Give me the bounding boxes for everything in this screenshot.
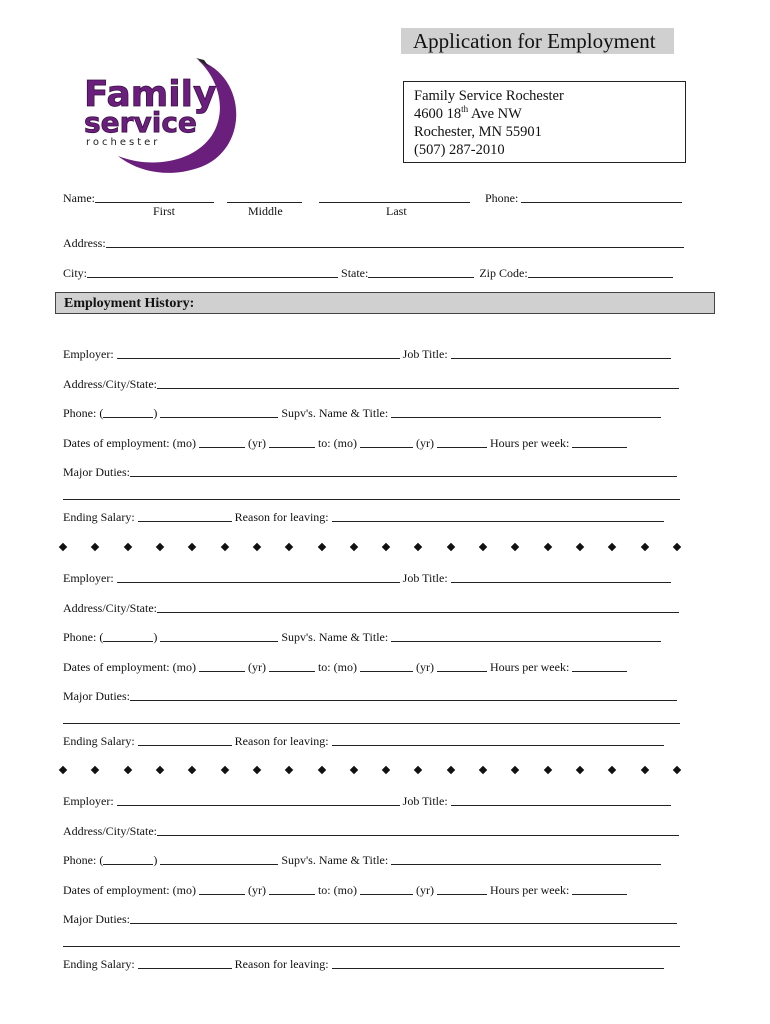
start-year-field[interactable] xyxy=(269,435,315,448)
end-month-field[interactable] xyxy=(360,435,413,448)
employer-row xyxy=(63,345,671,362)
reason-label: Reason for leaving: xyxy=(234,734,329,748)
employer-phone-row xyxy=(63,404,661,421)
org-street: 4600 18th Ave NW xyxy=(414,104,522,122)
job-title-label: Job Title: xyxy=(402,794,448,808)
diamond-bullet xyxy=(350,766,358,774)
major-duties-line-2[interactable] xyxy=(63,946,680,947)
reason-label: Reason for leaving: xyxy=(234,510,329,524)
phone-label: Phone: xyxy=(485,191,519,205)
supervisor-field[interactable] xyxy=(391,852,661,865)
diamond-bullet xyxy=(123,543,131,551)
reason-field[interactable] xyxy=(332,733,664,746)
dates-label: Dates of employment: (mo) xyxy=(63,436,196,450)
diamond-bullet xyxy=(673,543,681,551)
diamond-bullet xyxy=(511,766,519,774)
to-month-label: to: (mo) xyxy=(317,660,357,674)
diamond-bullet xyxy=(220,543,228,551)
supervisor-field[interactable] xyxy=(391,629,661,642)
state-field[interactable] xyxy=(368,265,474,278)
area-code-field[interactable] xyxy=(103,852,153,865)
reason-label: Reason for leaving: xyxy=(234,957,329,971)
employer-field[interactable] xyxy=(117,346,400,359)
phone-paren: ) xyxy=(153,853,158,867)
address-city-state-label: Address/City/State: xyxy=(63,377,157,391)
employer-label: Employer: xyxy=(63,794,114,808)
diamond-bullet xyxy=(608,543,616,551)
diamond-bullet xyxy=(511,543,519,551)
first-caption: First xyxy=(153,204,176,218)
start-month-field[interactable] xyxy=(199,882,245,895)
job-title-field[interactable] xyxy=(451,570,671,583)
ending-salary-field[interactable] xyxy=(138,956,232,969)
phone-paren: ) xyxy=(153,630,158,644)
diamond-bullet xyxy=(673,766,681,774)
employer-address-row xyxy=(63,599,679,616)
phone-field[interactable] xyxy=(521,190,682,203)
major-duties-line-2[interactable] xyxy=(63,499,680,500)
area-code-field[interactable] xyxy=(103,629,153,642)
reason-field[interactable] xyxy=(332,956,664,969)
hours-label: Hours per week: xyxy=(489,883,570,897)
employer-phone-row xyxy=(63,628,661,645)
logo-word-family: Family xyxy=(84,74,217,115)
employer-address-field[interactable] xyxy=(157,600,679,613)
city-field[interactable] xyxy=(87,265,338,278)
org-name: Family Service Rochester xyxy=(414,88,564,104)
supervisor-label: Supv's. Name & Title: xyxy=(281,406,389,420)
diamond-bullet xyxy=(220,766,228,774)
diamond-bullet xyxy=(382,766,390,774)
diamond-bullet xyxy=(543,543,551,551)
hours-field[interactable] xyxy=(572,882,627,895)
diamond-bullet xyxy=(59,543,67,551)
diamond-bullet xyxy=(543,766,551,774)
name-label: Name: xyxy=(63,191,95,205)
diamond-bullet xyxy=(317,766,325,774)
employer-field[interactable] xyxy=(117,793,400,806)
diamond-bullet xyxy=(285,766,293,774)
major-duties-label: Major Duties: xyxy=(63,465,130,479)
phone-paren: ) xyxy=(153,406,158,420)
employer-phone-label: Phone: ( xyxy=(63,853,104,867)
zip-field[interactable] xyxy=(528,265,673,278)
major-duties-line-2[interactable] xyxy=(63,723,680,724)
state-label: State: xyxy=(341,266,369,280)
address-city-state-label: Address/City/State: xyxy=(63,824,157,838)
zip-label: Zip Code: xyxy=(479,266,528,280)
employer-label: Employer: xyxy=(63,347,114,361)
employer-phone-label: Phone: ( xyxy=(63,406,104,420)
diamond-bullet xyxy=(253,766,261,774)
diamond-bullet xyxy=(59,766,67,774)
last-caption: Last xyxy=(386,204,407,218)
start-year-label: (yr) xyxy=(247,883,266,897)
employer-address-row xyxy=(63,375,679,392)
major-duties-label: Major Duties: xyxy=(63,689,130,703)
diamond-bullet xyxy=(479,543,487,551)
supervisor-label: Supv's. Name & Title: xyxy=(281,853,389,867)
diamond-bullet xyxy=(156,766,164,774)
hours-label: Hours per week: xyxy=(489,436,570,450)
diamond-bullet xyxy=(576,543,584,551)
employment-dates-row xyxy=(63,881,627,898)
diamond-bullet xyxy=(317,543,325,551)
diamond-divider xyxy=(60,763,680,777)
diamond-bullet xyxy=(414,766,422,774)
major-duties-field[interactable] xyxy=(130,464,677,477)
dates-label: Dates of employment: (mo) xyxy=(63,883,196,897)
employer-phone-field[interactable] xyxy=(160,405,278,418)
ending-salary-label: Ending Salary: xyxy=(63,510,135,524)
end-month-field[interactable] xyxy=(360,882,413,895)
diamond-bullet xyxy=(91,766,99,774)
diamond-bullet xyxy=(640,543,648,551)
job-title-field[interactable] xyxy=(451,346,671,359)
start-year-label: (yr) xyxy=(247,436,266,450)
logo-word-rochester: rochester xyxy=(86,137,161,148)
employer-address-row xyxy=(63,822,679,839)
ending-salary-row xyxy=(63,955,664,972)
diamond-bullet xyxy=(447,543,455,551)
end-year-field[interactable] xyxy=(437,659,487,672)
hours-label: Hours per week: xyxy=(489,660,570,674)
employer-phone-field[interactable] xyxy=(160,852,278,865)
address-row xyxy=(63,234,684,251)
diamond-divider xyxy=(60,540,680,554)
hours-field[interactable] xyxy=(572,435,627,448)
ending-salary-row xyxy=(63,508,664,525)
middle-name-field[interactable] xyxy=(227,190,302,203)
end-year-label: (yr) xyxy=(415,436,434,450)
employer-row xyxy=(63,569,671,586)
last-name-field[interactable] xyxy=(319,190,470,203)
address-city-state-label: Address/City/State: xyxy=(63,601,157,615)
employment-dates-row xyxy=(63,434,627,451)
diamond-bullet xyxy=(285,543,293,551)
diamond-bullet xyxy=(123,766,131,774)
employer-phone-label: Phone: ( xyxy=(63,630,104,644)
major-duties-field[interactable] xyxy=(130,688,677,701)
address-field[interactable] xyxy=(106,235,684,248)
start-year-field[interactable] xyxy=(269,882,315,895)
diamond-bullet xyxy=(479,766,487,774)
start-month-field[interactable] xyxy=(199,435,245,448)
diamond-bullet xyxy=(414,543,422,551)
diamond-bullet xyxy=(576,766,584,774)
to-month-label: to: (mo) xyxy=(317,436,357,450)
diamond-bullet xyxy=(640,766,648,774)
employment-history-header: Employment History: xyxy=(55,292,715,314)
end-month-field[interactable] xyxy=(360,659,413,672)
diamond-bullet xyxy=(91,543,99,551)
logo-word-service: service xyxy=(84,106,197,139)
job-title-label: Job Title: xyxy=(402,347,448,361)
employer-row xyxy=(63,792,671,809)
area-code-field[interactable] xyxy=(103,405,153,418)
major-duties-label: Major Duties: xyxy=(63,912,130,926)
start-year-label: (yr) xyxy=(247,660,266,674)
employment-dates-row xyxy=(63,658,627,675)
end-year-field[interactable] xyxy=(437,435,487,448)
diamond-bullet xyxy=(188,766,196,774)
diamond-bullet xyxy=(350,543,358,551)
ending-salary-label: Ending Salary: xyxy=(63,957,135,971)
reason-field[interactable] xyxy=(332,509,664,522)
end-year-label: (yr) xyxy=(415,660,434,674)
end-year-label: (yr) xyxy=(415,883,434,897)
start-month-field[interactable] xyxy=(199,659,245,672)
city-label: City: xyxy=(63,266,88,280)
organization-address-box xyxy=(403,81,686,163)
employer-field[interactable] xyxy=(117,570,400,583)
diamond-bullet xyxy=(253,543,261,551)
job-title-label: Job Title: xyxy=(402,571,448,585)
ending-salary-label: Ending Salary: xyxy=(63,734,135,748)
ending-salary-row xyxy=(63,732,664,749)
address-label: Address: xyxy=(63,236,106,250)
diamond-bullet xyxy=(382,543,390,551)
ending-salary-field[interactable] xyxy=(138,509,232,522)
org-city: Rochester, MN 55901 xyxy=(414,124,542,140)
major-duties-row xyxy=(63,463,677,480)
diamond-bullet xyxy=(608,766,616,774)
employer-phone-row xyxy=(63,851,661,868)
org-phone: (507) 287-2010 xyxy=(414,142,505,158)
employer-address-field[interactable] xyxy=(157,376,679,389)
first-name-field[interactable] xyxy=(95,190,214,203)
supervisor-label: Supv's. Name & Title: xyxy=(281,630,389,644)
major-duties-row xyxy=(63,687,677,704)
hours-field[interactable] xyxy=(572,659,627,672)
employer-label: Employer: xyxy=(63,571,114,585)
diamond-bullet xyxy=(188,543,196,551)
dates-label: Dates of employment: (mo) xyxy=(63,660,196,674)
start-year-field[interactable] xyxy=(269,659,315,672)
ending-salary-field[interactable] xyxy=(138,733,232,746)
end-year-field[interactable] xyxy=(437,882,487,895)
family-service-logo xyxy=(78,56,240,174)
employer-address-field[interactable] xyxy=(157,823,679,836)
middle-caption: Middle xyxy=(248,204,283,218)
form-title: Application for Employment xyxy=(401,28,674,54)
major-duties-field[interactable] xyxy=(130,911,677,924)
major-duties-row xyxy=(63,910,677,927)
to-month-label: to: (mo) xyxy=(317,883,357,897)
supervisor-field[interactable] xyxy=(391,405,661,418)
diamond-bullet xyxy=(156,543,164,551)
employer-phone-field[interactable] xyxy=(160,629,278,642)
city-row xyxy=(63,264,673,281)
diamond-bullet xyxy=(447,766,455,774)
job-title-field[interactable] xyxy=(451,793,671,806)
